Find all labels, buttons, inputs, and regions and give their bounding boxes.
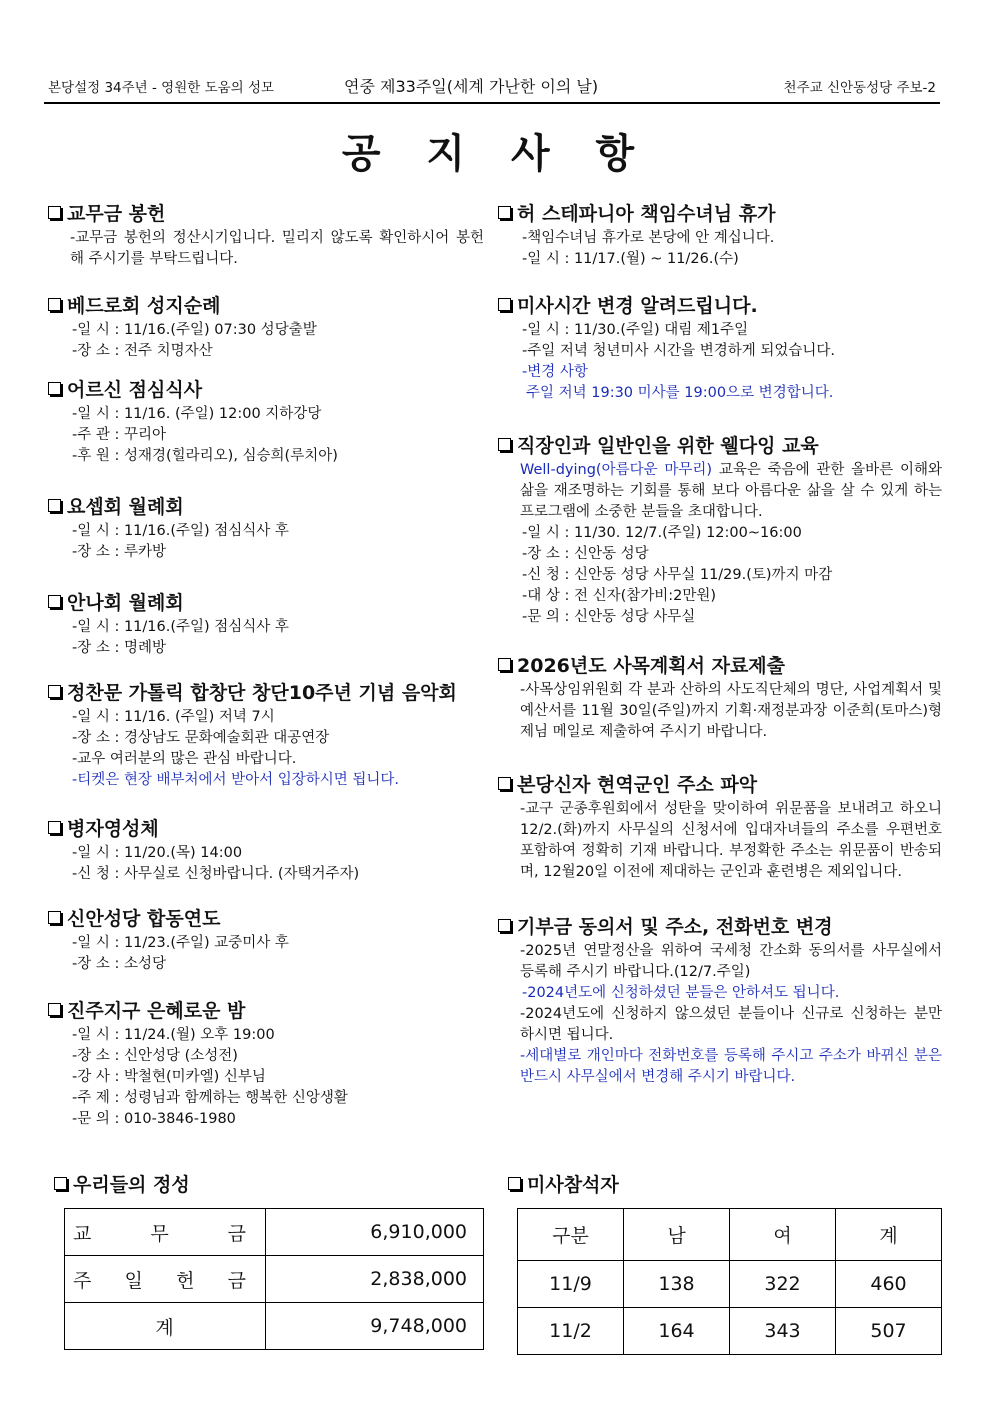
section-title-text: 허 스테파니아 책임수녀님 휴가 (517, 203, 776, 225)
table-row (518, 1308, 942, 1355)
section-intro (498, 460, 942, 523)
section-title-text: 2026년도 사목계획서 자료제출 (517, 655, 786, 677)
donation-value: 2,838,000 (266, 1256, 484, 1303)
table-cell: 322 (730, 1261, 836, 1308)
section-line: -일 시 : 11/30.(주일) 대림 제1주일 (522, 322, 749, 338)
donation-table (64, 1208, 484, 1350)
table-cell: 164 (624, 1308, 730, 1355)
section-line: -일 시 : 11/16.(주일) 점심식사 후 (72, 619, 289, 635)
checkbox-bullet-icon (48, 1003, 61, 1016)
notice-section (498, 773, 942, 883)
table-cell: 138 (624, 1261, 730, 1308)
donation-section-title (54, 1170, 190, 1197)
checkbox-bullet-icon (498, 298, 511, 311)
table-row (65, 1256, 484, 1303)
section-line: 주일 저녁 19:30 미사를 19:00으로 변경합니다. (526, 385, 834, 401)
section-line: -일 시 : 11/20.(목) 14:00 (72, 845, 243, 861)
section-title (48, 999, 484, 1023)
section-line: -신 청 : 신안동 성당 사무실 11/29.(토)까지 마감 (522, 567, 833, 583)
section-line: -장 소 : 경상남도 문화예술회관 대공연장 (72, 730, 330, 746)
checkbox-bullet-icon (48, 685, 61, 698)
donation-label (65, 1256, 266, 1303)
section-title-text: 진주지구 은혜로운 밤 (67, 1000, 246, 1022)
checkbox-bullet-icon (48, 298, 61, 311)
section-title-text: 요셉회 월례회 (67, 496, 184, 518)
section-line: -주 제 : 성령님과 함께하는 행복한 신앙생활 (72, 1090, 348, 1106)
notice-section (48, 591, 484, 659)
notice-section (498, 294, 942, 404)
section-title (48, 202, 484, 226)
label-char: 금 (227, 1222, 246, 1245)
notice-section (498, 654, 942, 743)
checkbox-bullet-icon (498, 919, 511, 932)
notice-section (48, 495, 484, 563)
section-title-text: 병자영성체 (67, 818, 159, 840)
section-line: -대 상 : 전 신자(참가비:2만원) (522, 588, 717, 604)
intro-text: 교육은 죽음에 관한 올바른 이해와 삶을 재조명하는 기회를 통해 보다 아름다운 삶을 살 수 있게 하는 프로그램에 소중한 분들을 초대합니다. (520, 462, 942, 520)
checkbox-bullet-icon (48, 382, 61, 395)
checkbox-bullet-icon (54, 1177, 67, 1190)
label-char: 교 (73, 1222, 92, 1245)
section-line: -변경 사항 (522, 364, 588, 380)
donation-title-text: 우리들의 정성 (73, 1174, 190, 1196)
donation-value: 6,910,000 (266, 1209, 484, 1256)
column-header: 구분 (518, 1209, 624, 1261)
section-line: -문 의 : 신안동 성당 사무실 (522, 609, 696, 625)
section-title (48, 591, 484, 615)
header-center-text: 연중 제33주일(세계 가난한 이의 날) (344, 77, 599, 96)
section-title (498, 434, 942, 458)
table-cell: 460 (836, 1261, 942, 1308)
section-title-text: 베드로회 성지순례 (67, 295, 221, 317)
section-line: -후 원 : 성재경(힐라리오), 심승희(루치아) (72, 448, 338, 464)
section-line: -장 소 : 신안성당 (소성전) (72, 1048, 238, 1064)
section-title (48, 294, 484, 318)
label-char: 일 (124, 1269, 143, 1292)
checkbox-bullet-icon (48, 821, 61, 834)
section-title-text: 직장인과 일반인을 위한 웰다잉 교육 (517, 435, 819, 457)
notice-section (498, 915, 942, 1088)
checkbox-bullet-icon (48, 911, 61, 924)
section-line: -일 시 : 11/16. (주일) 12:00 지하강당 (72, 406, 322, 422)
label-char: 무 (150, 1222, 169, 1245)
notice-section (48, 681, 484, 791)
section-line: -장 소 : 소성당 (72, 956, 166, 972)
column-header: 남 (624, 1209, 730, 1261)
section-line: -장 소 : 루카방 (72, 544, 166, 560)
notice-section (48, 907, 484, 975)
section-title (498, 915, 942, 939)
section-line: -사목상임위원회 각 분과 산하의 사도직단체의 명단, 사업계획서 및 예산서를 11월 30일(주일)까지 기획·재정분과장 이준희(토마스)형제님 메일로 제출하여 주시기 바랍니다. (520, 682, 942, 740)
highlight-text: Well-dying(아름다운 마무리) (520, 462, 713, 478)
section-title (48, 495, 484, 519)
table-row (65, 1303, 484, 1350)
notice-section (48, 378, 484, 467)
section-title-text: 기부금 동의서 및 주소, 전화번호 변경 (517, 916, 833, 938)
section-title-text: 안나회 월례회 (67, 592, 184, 614)
section-line: -세대별로 개인마다 전화번호를 등록해 주시고 주소가 바뀌신 분은 반드시 사무실에서 변경해 주시기 바랍니다. (520, 1048, 942, 1085)
checkbox-bullet-icon (48, 595, 61, 608)
checkbox-bullet-icon (498, 206, 511, 219)
section-title-text: 미사시간 변경 알려드립니다. (517, 295, 758, 317)
label-char: 헌 (176, 1269, 195, 1292)
section-line: -일 시 : 11/23.(주일) 교중미사 후 (72, 935, 289, 951)
section-line: -티켓은 현장 배부처에서 받아서 입장하시면 됩니다. (72, 772, 400, 788)
attendance-section-title (508, 1170, 619, 1197)
section-line: -2025년 연말정산을 위하여 국세청 간소화 동의서를 사무실에서 등록해 주시기 바랍니다.(12/7.주일) (520, 943, 942, 980)
section-line: -신 청 : 사무실로 신청바랍니다. (자택거주자) (72, 866, 360, 882)
section-line: -주일 저녁 청년미사 시간을 변경하게 되었습니다. (522, 343, 836, 359)
section-line: -일 시 : 11/30. 12/7.(주일) 12:00~16:00 (522, 525, 802, 541)
section-title (498, 773, 942, 797)
section-title-text: 본당신자 현역군인 주소 파악 (517, 774, 758, 796)
checkbox-bullet-icon (48, 499, 61, 512)
section-line: -교구 군종후원회에서 성탄을 맞이하여 위문품을 보내려고 하오니 12/2.(화)까지 사무실의 신청서에 입대자녀들의 주소를 우편번호 포함하여 정확히 기재 바랍니다. 부정확한 주소는 위문품이 반송되며, 12월20일 이전에 제대하는 군인과 훈련병은 제외입니다. (520, 801, 942, 880)
section-line: -2024년도에 신청하셨던 분들은 안하셔도 됩니다. (522, 985, 840, 1001)
checkbox-bullet-icon (498, 658, 511, 671)
notice-section (48, 999, 484, 1130)
section-line: -장 소 : 신안동 성당 (522, 546, 649, 562)
section-title-text: 신안성당 합동연도 (67, 908, 221, 930)
label-char: 주 (73, 1269, 92, 1292)
section-line: -교무금 봉헌의 정산시기입니다. 밀리지 않도록 확인하시어 봉헌해 주시기를 부탁드립니다. (70, 230, 484, 267)
table-row (65, 1209, 484, 1256)
section-line: -일 시 : 11/16.(주일) 07:30 성당출발 (72, 322, 317, 338)
table-row (518, 1261, 942, 1308)
section-line: -문 의 : 010-3846-1980 (72, 1111, 236, 1127)
notice-section (498, 202, 942, 270)
table-cell: 343 (730, 1308, 836, 1355)
section-title-text: 교무금 봉헌 (67, 203, 166, 225)
section-line: -강 사 : 박철현(미카엘) 신부님 (72, 1069, 266, 1085)
section-line: -일 시 : 11/24.(월) 오후 19:00 (72, 1027, 275, 1043)
table-cell: 507 (836, 1308, 942, 1355)
checkbox-bullet-icon (508, 1177, 521, 1190)
section-line: -일 시 : 11/16.(주일) 점심식사 후 (72, 523, 289, 539)
left-column (48, 202, 484, 1130)
attendance-title-text: 미사참석자 (527, 1174, 619, 1196)
column-header: 여 (730, 1209, 836, 1261)
section-title (498, 202, 942, 226)
section-line: -책임수녀님 휴가로 본당에 안 계십니다. (522, 230, 775, 246)
section-line: -교우 여러분의 많은 관심 바랍니다. (72, 751, 297, 767)
donation-total-label: 계 (65, 1303, 266, 1350)
section-title (48, 378, 484, 402)
checkbox-bullet-icon (48, 206, 61, 219)
donation-total-value: 9,748,000 (266, 1303, 484, 1350)
section-title (48, 817, 484, 841)
section-line: -주 관 : 꾸리아 (72, 427, 166, 443)
section-title (498, 654, 942, 678)
section-line: -2024년도에 신청하지 않으셨던 분들이나 신규로 신청하는 분만 하시면 됩니다. (520, 1006, 942, 1043)
label-char: 금 (227, 1269, 246, 1292)
header-right-text: 천주교 신안동성당 주보-2 (783, 80, 936, 96)
notice-section (48, 817, 484, 885)
section-title (48, 681, 484, 705)
section-title-text: 정찬문 가톨릭 합창단 창단10주년 기념 음악회 (67, 682, 457, 704)
bulletin-header (44, 74, 940, 104)
table-header-row (518, 1209, 942, 1261)
page-title: 공 지 사 항 (341, 131, 651, 177)
section-line: -일 시 : 11/16. (주일) 저녁 7시 (72, 709, 275, 725)
section-title (498, 294, 942, 318)
section-line: -장 소 : 명례방 (72, 640, 166, 656)
notice-section (48, 202, 484, 270)
notice-section (498, 434, 942, 628)
donation-label (65, 1209, 266, 1256)
section-title (48, 907, 484, 931)
table-cell: 11/2 (518, 1308, 624, 1355)
section-line: -장 소 : 전주 치명자산 (72, 343, 213, 359)
checkbox-bullet-icon (498, 438, 511, 451)
section-line: -일 시 : 11/17.(월) ~ 11/26.(수) (522, 251, 739, 267)
column-header: 계 (836, 1209, 942, 1261)
header-left-text: 본당설정 34주년 - 영원한 도움의 성모 (48, 80, 275, 96)
section-title-text: 어르신 점심식사 (67, 379, 203, 401)
table-cell: 11/9 (518, 1261, 624, 1308)
checkbox-bullet-icon (498, 777, 511, 790)
attendance-table (517, 1208, 942, 1355)
right-column (498, 202, 942, 1088)
notice-section (48, 294, 484, 362)
